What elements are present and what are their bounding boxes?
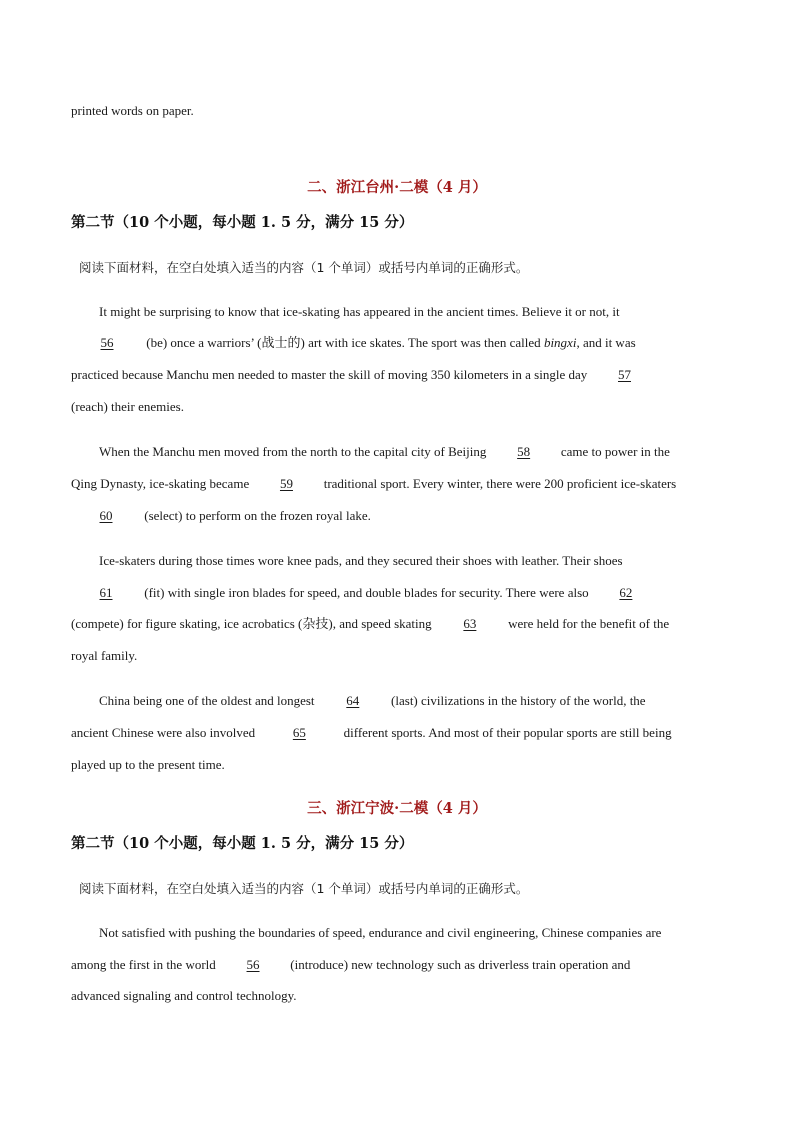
text-line: royal family. (71, 648, 138, 663)
text-run: ancient Chinese were also involved (71, 725, 259, 740)
text-line (71, 508, 371, 524)
text-line: Not satisfied with pushing the boundaries of speed, endurance and civil engineering, Chinese companies are (99, 925, 662, 940)
text-run: (fit) with single iron blades for speed, and double blades for security. There were also (141, 585, 592, 600)
text-line (71, 957, 630, 973)
text-line: played up to the present time. (71, 757, 225, 772)
blank-59[interactable]: 59 (279, 476, 293, 491)
blank-61[interactable]: 61 (99, 585, 113, 600)
text-line (71, 335, 636, 351)
instruction-text: 阅读下面材料，在空白处填入适当的内容（1 个单词）或括号内单词的正确形式。 (79, 881, 529, 896)
text-run: China being one of the oldest and longest (99, 693, 318, 708)
blank-56[interactable]: 56 (246, 957, 260, 972)
text-run: different sports. And most of their popular sports are still being (340, 725, 672, 740)
section-heading: 三、浙江宁波·二模（4 月） (307, 800, 487, 817)
text-line: (reach) their enemies. (71, 399, 184, 414)
text-run: (compete) for figure skating, ice acrobatics (杂技), and speed skating (71, 616, 435, 631)
text-run: among the first in the world (71, 957, 220, 972)
blank-65[interactable]: 65 (292, 725, 306, 740)
text-run: were held for the benefit of the (504, 616, 670, 631)
text-run: When the Manchu men moved from the north to the capital city of Beijing (99, 444, 490, 459)
text-run: , and it was (576, 335, 636, 350)
blank-63[interactable]: 63 (463, 616, 477, 631)
text-line: It might be surprising to know that ice-skating has appeared in the ancient times. Believe it or not, it (99, 304, 620, 319)
text-run: (introduce) new technology such as driverless train operation and (287, 957, 631, 972)
text-run: (select) to perform on the frozen royal lake. (141, 508, 371, 523)
text-line: printed words on paper. (71, 103, 194, 118)
blank-64[interactable]: 64 (346, 693, 360, 708)
italic-term: bingxi (543, 335, 577, 350)
text-run: practiced because Manchu men needed to master the skill of moving 350 kilometers in a single day (71, 367, 591, 382)
blank-58[interactable]: 58 (517, 444, 531, 459)
section-subtitle: 第二节（10 个小题，每小题 1. 5 分，满分 15 分） (71, 835, 414, 852)
text-run: (last) civilizations in the history of the world, the (387, 693, 646, 708)
text-run: came to power in the (557, 444, 670, 459)
blank-56[interactable]: 56 (100, 335, 114, 350)
section-subtitle: 第二节（10 个小题，每小题 1. 5 分，满分 15 分） (71, 214, 414, 231)
text-line (71, 616, 669, 632)
text-line: advanced signaling and control technology. (71, 988, 297, 1003)
blank-60[interactable]: 60 (99, 508, 113, 523)
text-run: traditional sport. Every winter, there were 200 proficient ice-skaters (320, 476, 677, 491)
instruction-text: 阅读下面材料，在空白处填入适当的内容（1 个单词）或括号内单词的正确形式。 (79, 260, 529, 275)
text-line (99, 693, 646, 709)
text-run: (be) once a warriors’ (战士的) art with ice skates. The sport was then called (143, 335, 544, 350)
text-line: Ice-skaters during those times wore knee pads, and they secured their shoes with leather. Their shoes (99, 553, 623, 568)
text-line (99, 444, 670, 460)
section-heading: 二、浙江台州·二模（4 月） (307, 179, 487, 196)
text-line (71, 585, 660, 601)
blank-57[interactable]: 57 (618, 367, 631, 382)
text-line (71, 367, 659, 383)
text-line (71, 476, 676, 492)
text-line (71, 725, 672, 741)
blank-62[interactable]: 62 (619, 585, 633, 600)
text-run: Qing Dynasty, ice-skating became (71, 476, 253, 491)
